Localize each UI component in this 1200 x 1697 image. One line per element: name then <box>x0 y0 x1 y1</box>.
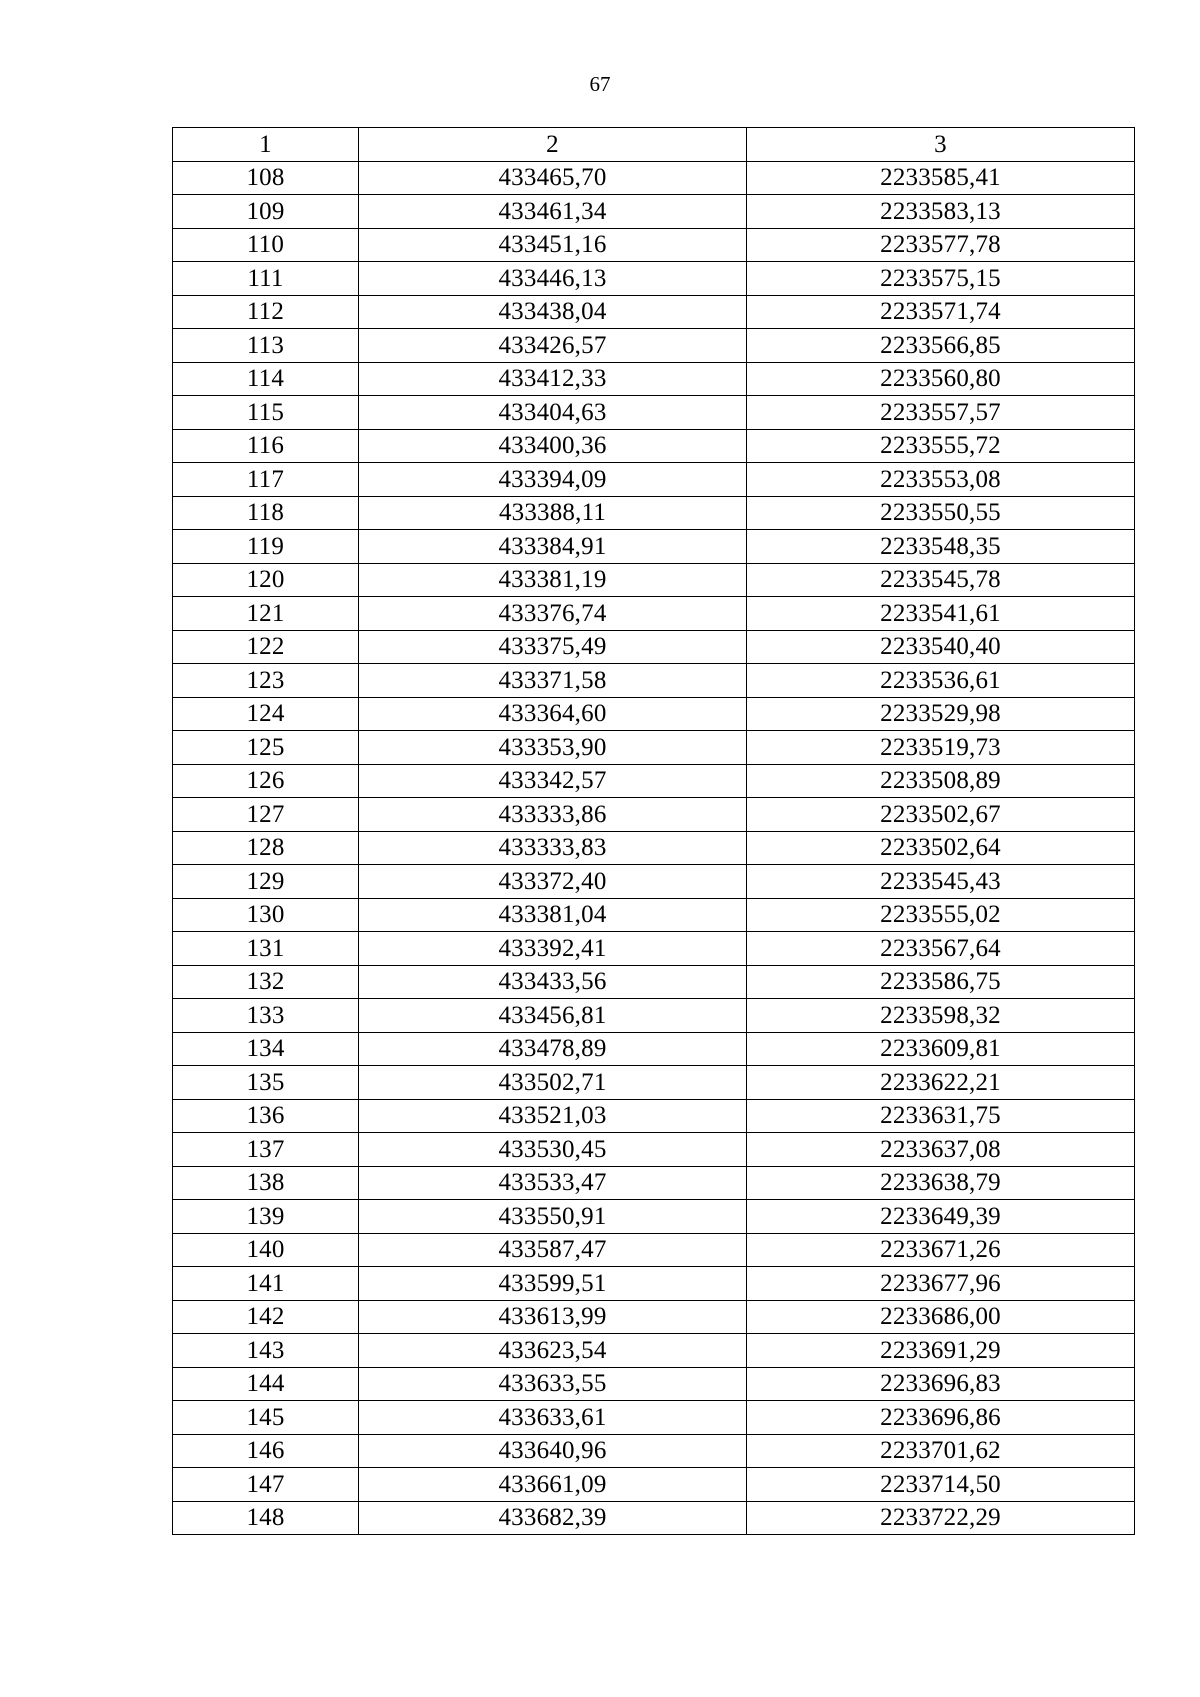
y-coordinate-cell: 2233502,64 <box>747 831 1135 865</box>
y-coordinate-cell: 2233691,29 <box>747 1334 1135 1368</box>
table-row <box>173 697 1135 731</box>
y-coordinate-cell: 2233598,32 <box>747 999 1135 1033</box>
x-coordinate-cell: 433502,71 <box>359 1066 747 1100</box>
table-row <box>173 362 1135 396</box>
y-coordinate-cell: 2233696,86 <box>747 1401 1135 1435</box>
x-coordinate-cell: 433412,33 <box>359 362 747 396</box>
y-coordinate-cell: 2233571,74 <box>747 295 1135 329</box>
point-number-cell: 122 <box>173 630 359 664</box>
y-coordinate-cell: 2233638,79 <box>747 1166 1135 1200</box>
point-number-cell: 118 <box>173 496 359 530</box>
point-number-cell: 145 <box>173 1401 359 1435</box>
point-number-cell: 121 <box>173 597 359 631</box>
point-number-cell: 126 <box>173 764 359 798</box>
point-number-cell: 123 <box>173 664 359 698</box>
x-coordinate-cell: 433633,55 <box>359 1367 747 1401</box>
table-row <box>173 1367 1135 1401</box>
point-number-cell: 114 <box>173 362 359 396</box>
point-number-cell: 135 <box>173 1066 359 1100</box>
point-number-cell: 108 <box>173 161 359 195</box>
y-coordinate-cell: 2233550,55 <box>747 496 1135 530</box>
y-coordinate-cell: 2233622,21 <box>747 1066 1135 1100</box>
table-row <box>173 530 1135 564</box>
point-number-cell: 111 <box>173 262 359 296</box>
point-number-cell: 142 <box>173 1300 359 1334</box>
point-number-cell: 147 <box>173 1468 359 1502</box>
point-number-cell: 113 <box>173 329 359 363</box>
point-number-cell: 146 <box>173 1434 359 1468</box>
x-coordinate-cell: 433371,58 <box>359 664 747 698</box>
point-number-cell: 133 <box>173 999 359 1033</box>
y-coordinate-cell: 2233696,83 <box>747 1367 1135 1401</box>
y-coordinate-cell: 2233722,29 <box>747 1501 1135 1535</box>
y-coordinate-cell: 2233519,73 <box>747 731 1135 765</box>
y-coordinate-cell: 2233566,85 <box>747 329 1135 363</box>
table-row <box>173 228 1135 262</box>
y-coordinate-cell: 2233540,40 <box>747 630 1135 664</box>
table-row <box>173 429 1135 463</box>
table-row <box>173 1434 1135 1468</box>
y-coordinate-cell: 2233555,02 <box>747 898 1135 932</box>
point-number-cell: 110 <box>173 228 359 262</box>
x-coordinate-cell: 433587,47 <box>359 1233 747 1267</box>
y-coordinate-cell: 2233575,15 <box>747 262 1135 296</box>
x-coordinate-cell: 433461,34 <box>359 195 747 229</box>
x-coordinate-cell: 433376,74 <box>359 597 747 631</box>
point-number-cell: 117 <box>173 463 359 497</box>
point-number-cell: 124 <box>173 697 359 731</box>
table-row <box>173 932 1135 966</box>
x-coordinate-cell: 433613,99 <box>359 1300 747 1334</box>
x-coordinate-cell: 433404,63 <box>359 396 747 430</box>
x-coordinate-cell: 433400,36 <box>359 429 747 463</box>
table-row <box>173 597 1135 631</box>
table-row <box>173 496 1135 530</box>
y-coordinate-cell: 2233536,61 <box>747 664 1135 698</box>
x-coordinate-cell: 433381,04 <box>359 898 747 932</box>
table-row <box>173 1233 1135 1267</box>
table-row <box>173 1200 1135 1234</box>
x-coordinate-cell: 433426,57 <box>359 329 747 363</box>
point-number-cell: 109 <box>173 195 359 229</box>
point-number-cell: 148 <box>173 1501 359 1535</box>
y-coordinate-cell: 2233649,39 <box>747 1200 1135 1234</box>
point-number-cell: 134 <box>173 1032 359 1066</box>
x-coordinate-cell: 433394,09 <box>359 463 747 497</box>
x-coordinate-cell: 433446,13 <box>359 262 747 296</box>
point-number-cell: 141 <box>173 1267 359 1301</box>
y-coordinate-cell: 2233560,80 <box>747 362 1135 396</box>
table-row <box>173 1166 1135 1200</box>
y-coordinate-cell: 2233586,75 <box>747 965 1135 999</box>
table-row <box>173 630 1135 664</box>
point-number-cell: 116 <box>173 429 359 463</box>
x-coordinate-cell: 433333,86 <box>359 798 747 832</box>
table-row <box>173 664 1135 698</box>
table-row <box>173 195 1135 229</box>
y-coordinate-cell: 2233631,75 <box>747 1099 1135 1133</box>
table-row <box>173 798 1135 832</box>
x-coordinate-cell: 433633,61 <box>359 1401 747 1435</box>
table-row <box>173 1501 1135 1535</box>
y-coordinate-cell: 2233548,35 <box>747 530 1135 564</box>
x-coordinate-cell: 433342,57 <box>359 764 747 798</box>
point-number-cell: 112 <box>173 295 359 329</box>
x-coordinate-cell: 433353,90 <box>359 731 747 765</box>
table-row <box>173 295 1135 329</box>
point-number-cell: 137 <box>173 1133 359 1167</box>
table-row <box>173 1133 1135 1167</box>
table-header-row <box>173 128 1135 162</box>
table-row <box>173 1267 1135 1301</box>
table-row <box>173 1032 1135 1066</box>
point-number-cell: 125 <box>173 731 359 765</box>
y-coordinate-cell: 2233714,50 <box>747 1468 1135 1502</box>
x-coordinate-cell: 433661,09 <box>359 1468 747 1502</box>
table-row <box>173 1300 1135 1334</box>
y-coordinate-cell: 2233502,67 <box>747 798 1135 832</box>
table-row <box>173 1401 1135 1435</box>
point-number-cell: 128 <box>173 831 359 865</box>
coordinates-table <box>172 127 1135 1535</box>
table-row <box>173 396 1135 430</box>
y-coordinate-cell: 2233585,41 <box>747 161 1135 195</box>
table-row <box>173 563 1135 597</box>
point-number-cell: 132 <box>173 965 359 999</box>
y-coordinate-cell: 2233609,81 <box>747 1032 1135 1066</box>
table-row <box>173 1468 1135 1502</box>
x-coordinate-cell: 433599,51 <box>359 1267 747 1301</box>
table-row <box>173 898 1135 932</box>
y-coordinate-cell: 2233553,08 <box>747 463 1135 497</box>
table-row <box>173 161 1135 195</box>
y-coordinate-cell: 2233555,72 <box>747 429 1135 463</box>
x-coordinate-cell: 433521,03 <box>359 1099 747 1133</box>
x-coordinate-cell: 433381,19 <box>359 563 747 597</box>
y-coordinate-cell: 2233686,00 <box>747 1300 1135 1334</box>
y-coordinate-cell: 2233508,89 <box>747 764 1135 798</box>
table-row <box>173 262 1135 296</box>
table-row <box>173 1099 1135 1133</box>
point-number-cell: 129 <box>173 865 359 899</box>
x-coordinate-cell: 433388,11 <box>359 496 747 530</box>
table-row <box>173 831 1135 865</box>
table-row <box>173 329 1135 363</box>
point-number-cell: 119 <box>173 530 359 564</box>
x-coordinate-cell: 433682,39 <box>359 1501 747 1535</box>
point-number-cell: 143 <box>173 1334 359 1368</box>
y-coordinate-cell: 2233557,57 <box>747 396 1135 430</box>
x-coordinate-cell: 433465,70 <box>359 161 747 195</box>
x-coordinate-cell: 433478,89 <box>359 1032 747 1066</box>
x-coordinate-cell: 433451,16 <box>359 228 747 262</box>
x-coordinate-cell: 433384,91 <box>359 530 747 564</box>
point-number-cell: 120 <box>173 563 359 597</box>
x-coordinate-cell: 433530,45 <box>359 1133 747 1167</box>
x-coordinate-cell: 433433,56 <box>359 965 747 999</box>
point-number-cell: 127 <box>173 798 359 832</box>
x-coordinate-cell: 433375,49 <box>359 630 747 664</box>
table-row <box>173 965 1135 999</box>
table-row <box>173 731 1135 765</box>
table-row <box>173 865 1135 899</box>
header-cell-3: 3 <box>747 128 1135 162</box>
point-number-cell: 130 <box>173 898 359 932</box>
table-body <box>173 128 1135 1535</box>
x-coordinate-cell: 433333,83 <box>359 831 747 865</box>
point-number-cell: 115 <box>173 396 359 430</box>
point-number-cell: 136 <box>173 1099 359 1133</box>
point-number-cell: 131 <box>173 932 359 966</box>
table-row <box>173 764 1135 798</box>
x-coordinate-cell: 433550,91 <box>359 1200 747 1234</box>
point-number-cell: 144 <box>173 1367 359 1401</box>
y-coordinate-cell: 2233577,78 <box>747 228 1135 262</box>
x-coordinate-cell: 433364,60 <box>359 697 747 731</box>
y-coordinate-cell: 2233671,26 <box>747 1233 1135 1267</box>
x-coordinate-cell: 433438,04 <box>359 295 747 329</box>
x-coordinate-cell: 433623,54 <box>359 1334 747 1368</box>
x-coordinate-cell: 433533,47 <box>359 1166 747 1200</box>
x-coordinate-cell: 433640,96 <box>359 1434 747 1468</box>
table-row <box>173 1334 1135 1368</box>
header-cell-1: 1 <box>173 128 359 162</box>
y-coordinate-cell: 2233545,78 <box>747 563 1135 597</box>
y-coordinate-cell: 2233677,96 <box>747 1267 1135 1301</box>
y-coordinate-cell: 2233545,43 <box>747 865 1135 899</box>
table-row <box>173 999 1135 1033</box>
x-coordinate-cell: 433456,81 <box>359 999 747 1033</box>
header-cell-2: 2 <box>359 128 747 162</box>
y-coordinate-cell: 2233567,64 <box>747 932 1135 966</box>
point-number-cell: 138 <box>173 1166 359 1200</box>
x-coordinate-cell: 433392,41 <box>359 932 747 966</box>
point-number-cell: 140 <box>173 1233 359 1267</box>
y-coordinate-cell: 2233701,62 <box>747 1434 1135 1468</box>
y-coordinate-cell: 2233529,98 <box>747 697 1135 731</box>
y-coordinate-cell: 2233541,61 <box>747 597 1135 631</box>
page-number: 67 <box>589 72 611 96</box>
y-coordinate-cell: 2233637,08 <box>747 1133 1135 1167</box>
x-coordinate-cell: 433372,40 <box>359 865 747 899</box>
point-number-cell: 139 <box>173 1200 359 1234</box>
y-coordinate-cell: 2233583,13 <box>747 195 1135 229</box>
table-row <box>173 463 1135 497</box>
table-row <box>173 1066 1135 1100</box>
